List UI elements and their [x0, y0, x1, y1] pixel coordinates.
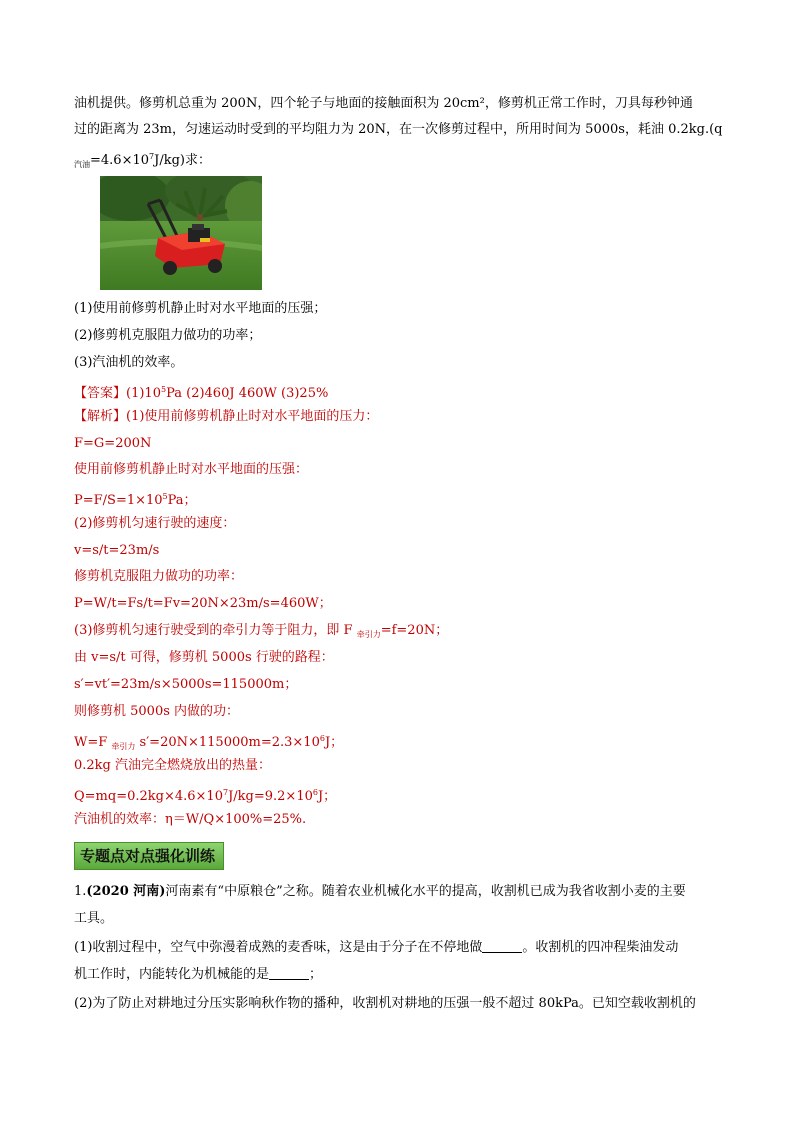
question-2: (2)修剪机克服阻力做功的功率； — [74, 328, 262, 343]
superscript: 6 — [319, 734, 325, 743]
problem-line-2: 过的距离为 23m，匀速运动时受到的平均阻力为 20N，在一次修剪过程中，所用时间为 5000s，耗油 0.2kg.(q — [74, 122, 723, 137]
analysis-line-10: 由 v=s/t 可得，修剪机 5000s 行驶的路程： — [74, 650, 334, 665]
analysis-line-7: 修剪机克服阻力做功的功率： — [74, 569, 244, 584]
analysis-line-5: (2)修剪机匀速行驶的速度： — [74, 516, 236, 531]
section-banner: 专题点对点强化训练 — [74, 842, 224, 870]
text: Pa； — [167, 493, 197, 508]
analysis-line-2: F=G=200N — [74, 436, 152, 451]
text: Q=mq=0.2kg×4.6×10 — [74, 789, 223, 804]
text: (1)收割过程中，空气中弥漫着成熟的麦香味，这是由于分子在不停地做 — [74, 940, 483, 955]
exercise-line-2: 工具。 — [74, 911, 114, 926]
superscript: 6 — [312, 788, 318, 797]
analysis-line-11: s′=vt′=23m/s×5000s=115000m； — [74, 677, 298, 692]
problem-line-1: 油机提供。修剪机总重为 200N，四个轮子与地面的接触面积为 20cm²，修剪机正常工作时，刀具每秒钟通 — [74, 96, 693, 111]
analysis-line-8: P=W/t=Fs/t=Fv=20N×23m/s=460W； — [74, 596, 332, 611]
analysis-line-15 — [74, 784, 336, 806]
superscript: 7 — [149, 152, 155, 161]
superscript: 7 — [222, 788, 229, 797]
text: P=F/S=1×10 — [74, 493, 163, 508]
text: J； — [317, 789, 337, 804]
text: 河南素有“中原粮仓”之称。随着农业机械化水平的提高，收割机已成为我省收割小麦的主要 — [165, 884, 686, 899]
text: Pa (2)460J 460W (3)25% — [166, 386, 329, 401]
analysis-line-1 — [74, 408, 378, 426]
exercise-line-1 — [74, 883, 686, 901]
answer-blank[interactable] — [482, 940, 522, 953]
superscript: 5 — [162, 492, 168, 501]
lawn-mower-photo — [100, 176, 262, 290]
question-3: (3)汽油机的效率。 — [74, 355, 184, 370]
subscript: 牵引力 — [111, 742, 136, 751]
problem-line-3 — [74, 148, 211, 174]
analysis-tag: 【解析】 — [74, 409, 127, 424]
text: =4.6×10 — [90, 153, 150, 168]
answer-line — [74, 381, 328, 403]
answer-blank[interactable] — [269, 967, 309, 980]
analysis-line-9 — [74, 622, 448, 644]
text: J/kg)求： — [154, 153, 211, 168]
text: (1)10 — [126, 386, 161, 401]
analysis-line-3: 使用前修剪机静止时对水平地面的压强： — [74, 462, 309, 477]
analysis-line-4 — [74, 488, 197, 510]
analysis-line-6: v=s/t=23m/s — [74, 543, 160, 558]
text: 机工作时，内能转化为机械能的是 — [74, 967, 270, 982]
subscript: 牵引力 — [356, 630, 381, 639]
text: W=F — [74, 735, 112, 750]
exercise-source: (2020 河南) — [86, 884, 166, 899]
analysis-line-14: 0.2kg 汽油完全燃烧放出的热量： — [74, 758, 272, 773]
subscript: 汽油 — [74, 160, 90, 169]
exercise-number: 1. — [74, 884, 87, 899]
text: =f=20N； — [380, 623, 449, 638]
exercise-line-5: (2)为了防止对耕地过分压实影响秋作物的播种，收割机对耕地的压强一般不超过 80kPa。已知空载收割机的 — [74, 996, 696, 1011]
superscript: 5 — [160, 385, 167, 394]
exercise-line-4 — [74, 966, 322, 984]
text: 。收割机的四冲程柴油发动 — [522, 940, 679, 955]
text: J/kg=9.2×10 — [228, 789, 313, 804]
question-1: (1)使用前修剪机静止时对水平地面的压强； — [74, 301, 327, 316]
text: (1)使用前修剪机静止时对水平地面的压力： — [126, 409, 379, 424]
analysis-line-13 — [74, 730, 343, 756]
analysis-line-12: 则修剪机 5000s 内做的功： — [74, 704, 240, 719]
answer-tag: 【答案】 — [74, 386, 127, 401]
text: ； — [309, 967, 323, 982]
exercise-line-3 — [74, 939, 678, 957]
analysis-line-16: 汽油机的效率：η＝W/Q×100%=25%. — [74, 812, 307, 827]
text: s′=20N×115000m=2.3×10 — [135, 735, 320, 750]
text: J； — [324, 735, 344, 750]
text: (3)修剪机匀速行驶受到的牵引力等于阻力，即 F — [74, 623, 357, 638]
